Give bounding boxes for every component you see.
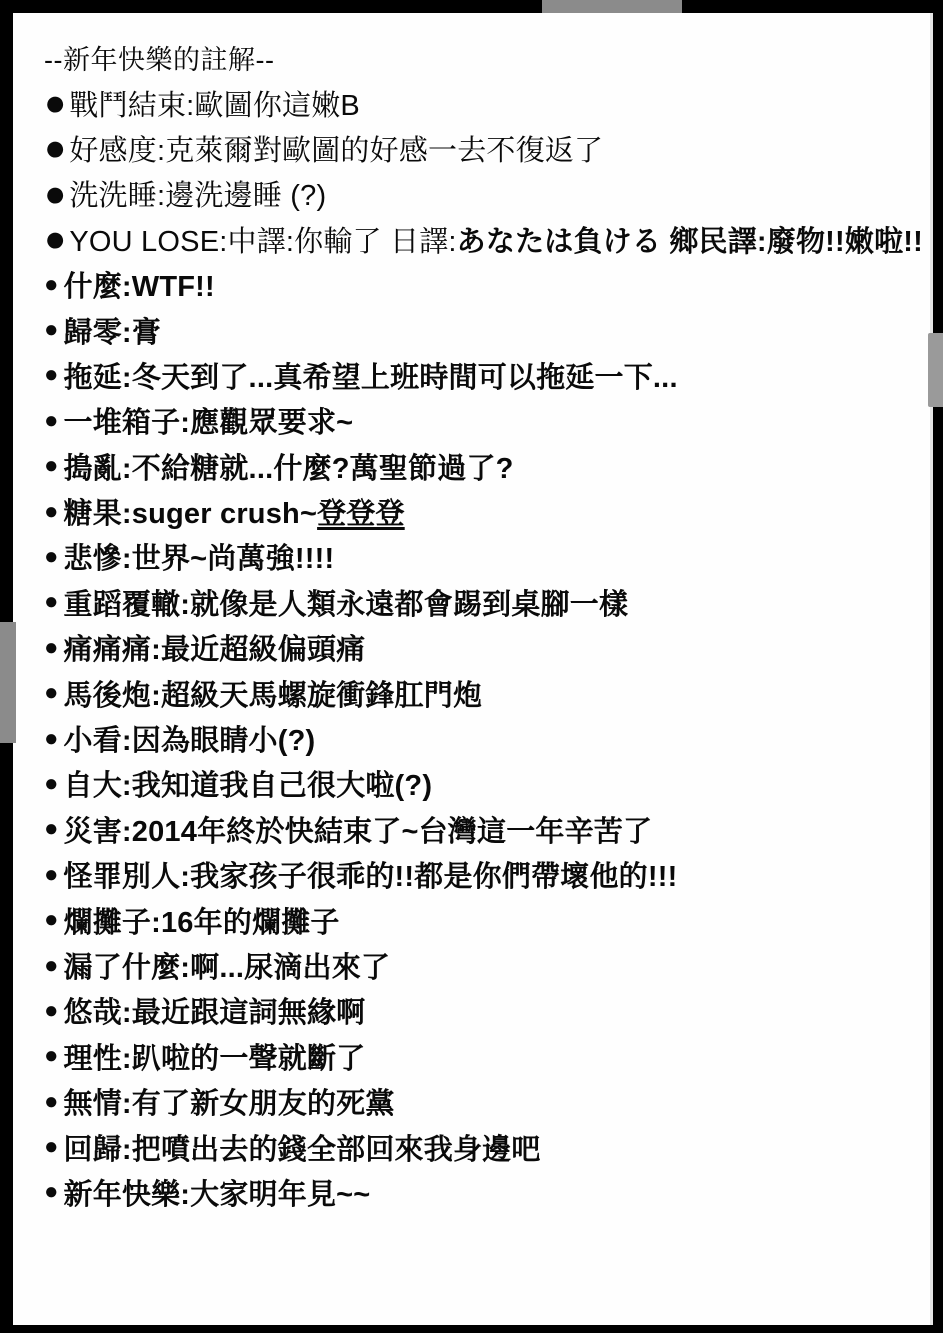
list-item: ● 新年快樂:大家明年見~~ xyxy=(44,1170,920,1215)
entry-text: 痛痛痛:最近超級偏頭痛 xyxy=(63,634,366,667)
page-content xyxy=(44,35,924,1215)
list-item: ● 災害:2014年終於快結束了~台灣這一年辛苦了 xyxy=(44,807,920,852)
entry-text: 搗亂:不給糖就...什麼?萬聖節過了? xyxy=(63,452,514,485)
entry-text: 馬後炮:超級天馬螺旋衝鋒肛門炮 xyxy=(63,679,483,712)
list-item: ● 漏了什麼:啊...尿滴出來了 xyxy=(44,943,920,988)
entry-text: 怪罪別人:我家孩子很乖的!!都是你們帶壞他的!!! xyxy=(63,861,678,894)
list-item: ● 什麼:WTF!! xyxy=(44,262,920,307)
list-item: ● 回歸:把噴出去的錢全部回來我身邊吧 xyxy=(44,1124,920,1169)
entry-text: 拖延:冬天到了...真希望上班時間可以拖延一下... xyxy=(63,361,678,394)
list-item: ● 歸零:膏 xyxy=(44,307,920,352)
entry-text: 理性:趴啦的一聲就斷了 xyxy=(63,1042,366,1075)
page-edge-shadow xyxy=(930,13,933,1325)
entry-text: 回歸:把噴出去的錢全部回來我身邊吧 xyxy=(63,1133,541,1166)
list-item: ● 怪罪別人:我家孩子很乖的!!都是你們帶壞他的!!! xyxy=(44,852,920,897)
entry-text: 悠哉:最近跟這詞無緣啊 xyxy=(63,997,366,1030)
document-page xyxy=(13,13,930,1325)
list-item: ● 馬後炮:超級天馬螺旋衝鋒肛門炮 xyxy=(44,670,920,715)
list-item: ● 悲慘:世界~尚萬強!!!! xyxy=(44,534,920,579)
list-item: ● 自大:我知道我自己很大啦(?) xyxy=(44,761,920,806)
entry-text: あなたは負ける 鄉民譯:廢物!!嫩啦!! xyxy=(456,225,924,258)
entry-text: 洗洗睡:邊洗邊睡 (?) xyxy=(69,180,327,213)
list-item: ● 小看:因為眼睛小(?) xyxy=(44,716,920,761)
annotation-list xyxy=(44,80,924,1215)
entry-text: 災害:2014年終於快結束了~台灣這一年辛苦了 xyxy=(63,815,653,848)
list-item: ● 理性:趴啦的一聲就斷了 xyxy=(44,1034,920,1079)
entry-text: 爛攤子:16年的爛攤子 xyxy=(63,906,340,939)
list-item: ● 重蹈覆轍:就像是人類永遠都會踢到桌腳一樣 xyxy=(44,580,920,625)
entry-text: 漏了什麼:啊...尿滴出來了 xyxy=(63,952,391,984)
list-item: ● 糖果:suger crush~ 登登登 xyxy=(44,489,920,534)
list-item: ● 洗洗睡:邊洗邊睡 (?) xyxy=(44,172,327,214)
list-item: ● 一堆箱子:應觀眾要求~ xyxy=(44,398,920,443)
list-item: ● YOU LOSE:中譯:你輸了 日譯: あなたは負ける 鄉民譯:廢物!!嫩啦!! xyxy=(44,218,924,260)
page-title: --新年快樂的註解-- xyxy=(44,45,275,76)
list-item: ● 爛攤子:16年的爛攤子 xyxy=(44,897,920,942)
list-item: ● 戰鬥結束:歐圖你這嫩B xyxy=(44,82,360,124)
entry-text: 無情:有了新女朋友的死黨 xyxy=(63,1088,395,1121)
entry-text: 什麼:WTF!! xyxy=(63,271,215,304)
entry-text: 登登登 xyxy=(317,498,405,531)
entry-text: 好感度:克萊爾對歐圖的好感一去不復返了 xyxy=(69,134,604,167)
list-item: ● 悠哉:最近跟這詞無緣啊 xyxy=(44,988,920,1033)
entry-text: 一堆箱子:應觀眾要求~ xyxy=(63,407,354,440)
entry-text: 糖果:suger crush~ xyxy=(63,498,318,531)
list-item: ● 好感度:克萊爾對歐圖的好感一去不復返了 xyxy=(44,127,604,169)
top-gray-strip xyxy=(542,0,682,13)
entry-text: 小看:因為眼睛小(?) xyxy=(63,725,316,758)
entry-text: YOU LOSE:中譯:你輸了 日譯: xyxy=(69,225,457,258)
list-item: ● 痛痛痛:最近超級偏頭痛 xyxy=(44,625,920,670)
entry-text: 新年快樂:大家明年見~~ xyxy=(63,1178,371,1211)
entry-text: 戰鬥結束:歐圖你這嫩B xyxy=(69,89,360,122)
list-item: ● 無情:有了新女朋友的死黨 xyxy=(44,1079,920,1124)
entry-text: 悲慘:世界~尚萬強!!!! xyxy=(63,543,335,576)
left-gray-strip xyxy=(0,622,16,743)
list-item: ● 拖延:冬天到了...真希望上班時間可以拖延一下... xyxy=(44,353,920,398)
entry-text: 歸零:膏 xyxy=(63,316,161,349)
entry-text: 自大:我知道我自己很大啦(?) xyxy=(63,770,433,803)
entry-text: 重蹈覆轍:就像是人類永遠都會踢到桌腳一樣 xyxy=(63,588,629,621)
right-gray-strip xyxy=(928,333,943,407)
list-item: ● 搗亂:不給糖就...什麼?萬聖節過了? xyxy=(44,444,920,489)
